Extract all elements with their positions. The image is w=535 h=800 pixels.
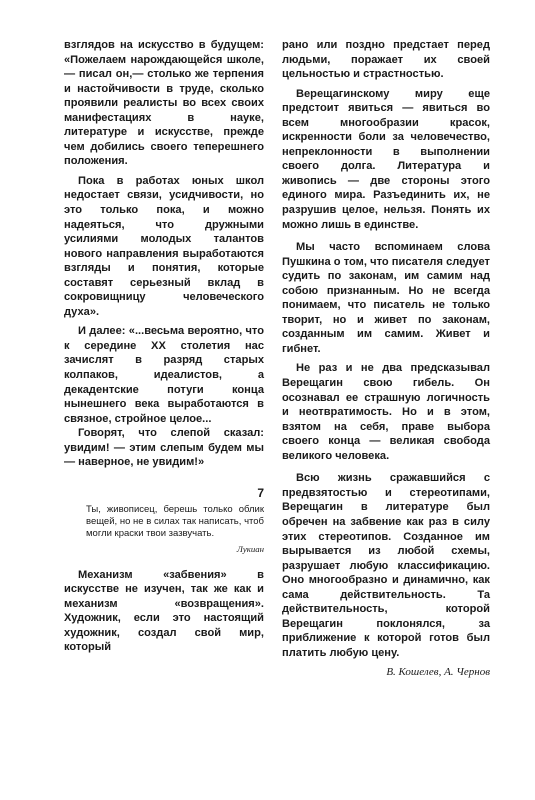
paragraph: Верещагинскому миру еще предстоит явиться — явиться во всем многообразии красок, искренности боли за человечество, непреклонности в выполнении своего долга. Литература и живопись — две стороны этого единого мира. Разъединить их, не разрушив целое, нельзя. Понять их можно лишь в единстве. [282, 87, 490, 231]
section-number: 7 [257, 485, 264, 500]
paragraph: Механизм «забвения» в искусстве не изучен, так же как и механизм «возвращения». Художник, если это настоящий художник, создал свой мир, который [64, 568, 264, 654]
paragraph: рано или поздно предстает перед людьми, поражает их своей цельностью и страстностью. [282, 39, 490, 81]
paragraph: И далее: «...весьма вероятно, что к середине XX столетия нас зачислят в разряд старых колпаков, идеалистов, а декадентские потуги конца нынешнего века выработаются в связное, стройное целое... [64, 325, 264, 425]
left-column [64, 38, 264, 655]
author-signature: В. Кошелев, А. Чернов [386, 666, 490, 679]
paragraph: Не раз и не два предсказывал Верещагин свою гибель. Он осознавал ее страшную логичность и неотвратимость. Но и в этом, взятом на себя, праве выбора своего конца — великая свобода великого человека. [282, 362, 490, 462]
epigraph-author: Лукиан [236, 543, 264, 554]
epigraph [86, 504, 264, 554]
right-column [282, 38, 490, 678]
paragraph: Говорят, что слепой сказал: увидим! — этим слепым будем мы — наверное, не увидим!» [64, 427, 264, 469]
paragraph: Мы часто вспоминаем слова Пушкина о том, что писателя следует судить по законам, им самим над собою признанным. Но не всегда понимаем, что писатель не только творит, но и живет по законам, созданным им самим. Живет и гибнет. [282, 241, 490, 355]
paragraph: Пока в работах юных школ недостает связи, усидчивости, но это только пока, и можно надеяться, что дружными усилиями молодых талантов нового направления выработаются взгляды и понятия, которые составят серьезный вклад в сокровищницу человеческого духа». [64, 174, 264, 318]
paragraph: взглядов на искусство в будущем: «Пожелаем нарождающейся школе,— писал он,— столько же терпения и настойчивости в труде, сколько проявили реалисты во всех своих манифестациях в науке, литературе и искусстве, прежде чем добились своего теперешнего положения. [64, 39, 264, 168]
paragraph: Всю жизнь сражавшийся с предвзятостью и стереотипами, Верещагин в литературе был обречен на забвение как раз в силу этих стереотипов. Созданное им вырывается из любой схемы, разрушает любую классификацию. Оно многообразно и динамично, как сама действительность. Та действительность, которой Верещагин поклонялся, за приближение к которой готов был платить любую цену. [282, 472, 490, 659]
epigraph-text: Ты, живописец, берешь только облик вещей, но не в силах так написать, чтоб могли краски твои зазвучать. [86, 503, 264, 540]
